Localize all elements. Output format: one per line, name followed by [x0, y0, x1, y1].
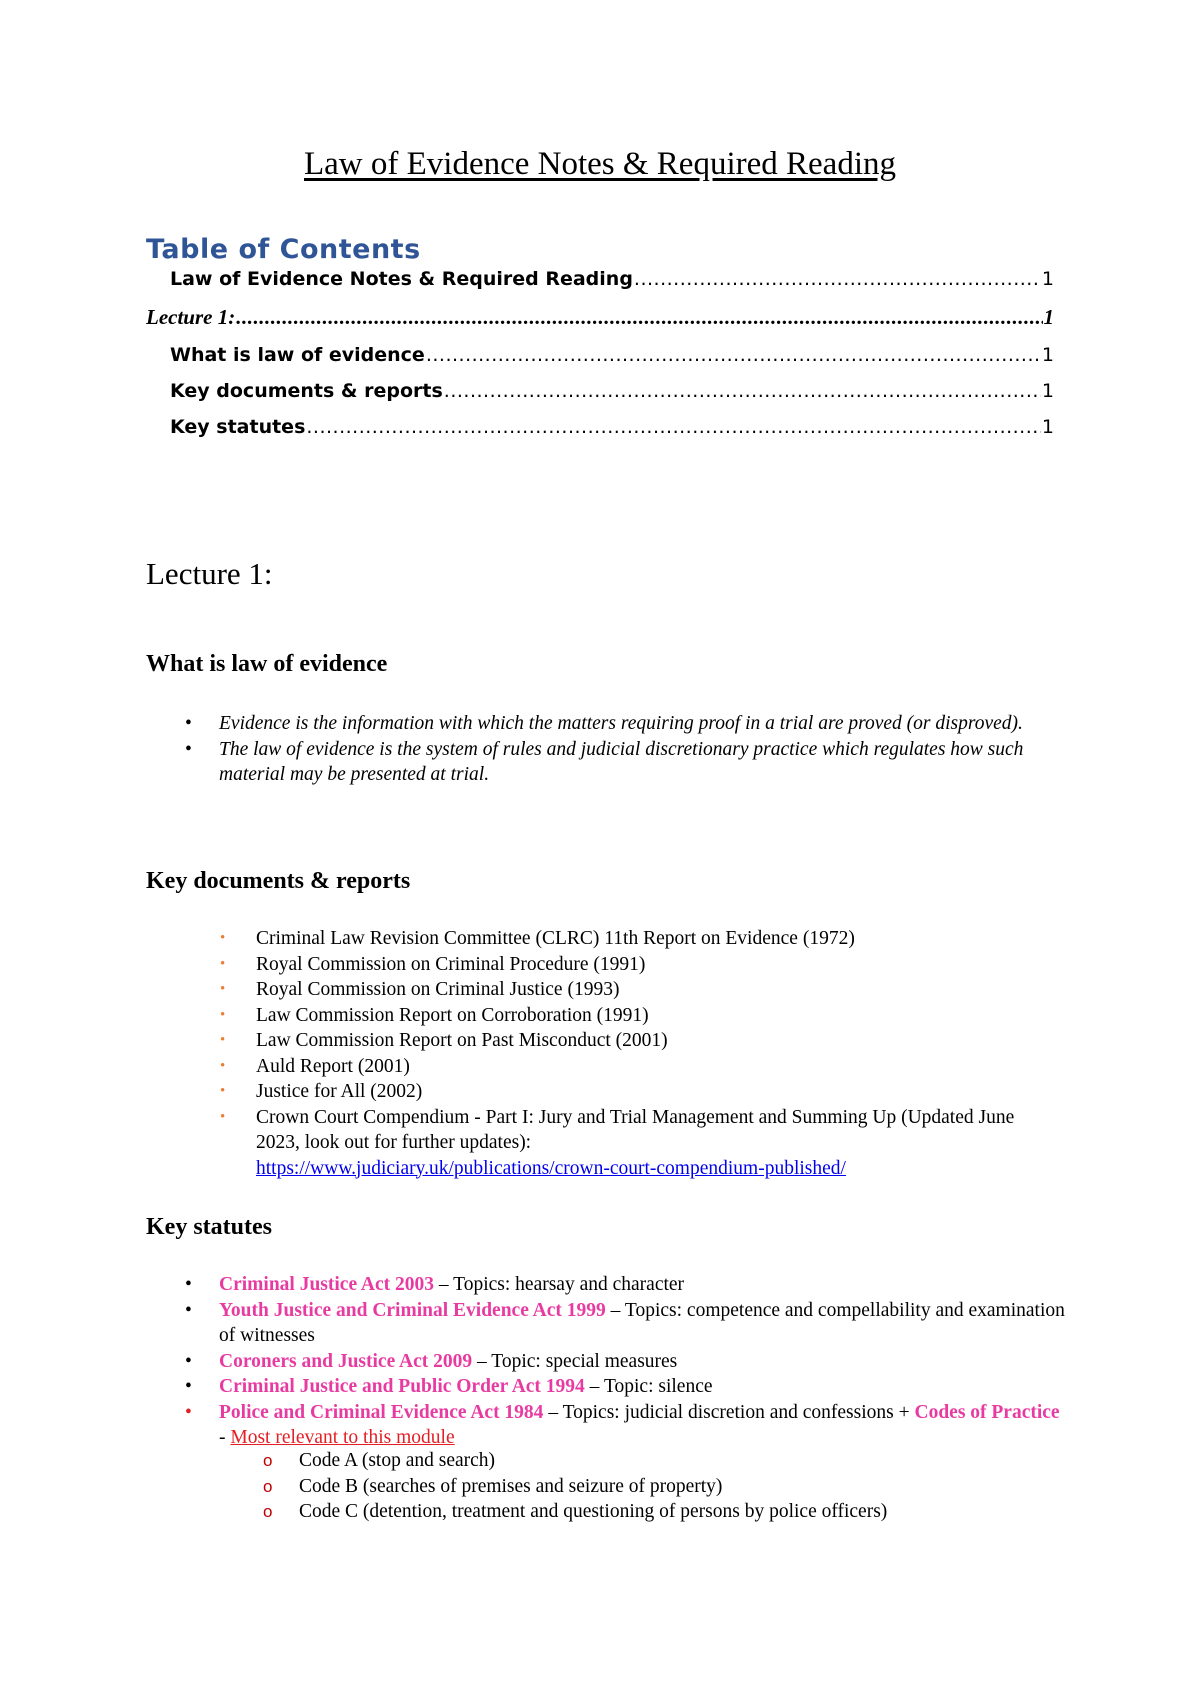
toc-entry-text: What is law of evidence [170, 344, 425, 366]
toc-page-number: 1 [1043, 305, 1054, 329]
compendium-link[interactable]: https://www.judiciary.uk/publications/crown-court-compendium-published/ [256, 1157, 846, 1179]
relevance-note: Most relevant to this module [230, 1427, 455, 1448]
bullet: • [185, 1350, 192, 1372]
list-item: • Royal Commission on Criminal Justice (1993) [256, 977, 1046, 1003]
document-title: Law of Evidence Notes & Required Reading [304, 146, 896, 182]
act-name: Police and Criminal Evidence Act 1984 [219, 1401, 544, 1423]
bullet: • [220, 981, 226, 997]
sub-bullet: o [263, 1502, 273, 1521]
act-name: Criminal Justice and Public Order Act 1994 [219, 1376, 585, 1397]
codes-of-practice: Codes of Practice [914, 1401, 1060, 1423]
toc-leader [634, 268, 1041, 290]
toc-page-number: 1 [1041, 344, 1054, 366]
toc-page-number: 1 [1041, 380, 1054, 402]
list-item: o Code A (stop and search) [299, 1448, 1069, 1474]
bullet: • [220, 1032, 226, 1048]
toc-page-number: 1 [1041, 416, 1054, 438]
toc-entry-statutes[interactable] [146, 416, 1054, 438]
toc-leader [236, 305, 1042, 330]
lecture-heading: Lecture 1: [146, 556, 273, 591]
what-is-heading: What is law of evidence [146, 651, 388, 677]
toc-leader [426, 344, 1041, 366]
list-item: • Police and Criminal Evidence Act 1984 – Topics: judicial discretion and confessions + Codes of Practice - Most relevant to this module [185, 1401, 1060, 1448]
bullet: • [185, 1376, 192, 1397]
bullet: • [220, 1057, 226, 1074]
act-name: Coroners and Justice Act 2009 [219, 1350, 473, 1372]
bullet: • [185, 1274, 192, 1295]
list-item: • Criminal Justice and Public Order Act 1994 – Topic: silence [219, 1374, 1069, 1400]
list-item: • Criminal Justice Act 2003 – Topics: hearsay and character [219, 1272, 1069, 1298]
toc-entry-title[interactable] [146, 268, 1054, 290]
list-item: o Code B (searches of premises and seizure of property) [299, 1474, 1069, 1500]
act-name: Youth Justice and Criminal Evidence Act 1999 [219, 1299, 606, 1321]
list-item: • Coroners and Justice Act 2009 – Topic: special measures [219, 1349, 1069, 1375]
bullet: • [185, 1299, 192, 1321]
bullet: • [220, 930, 226, 946]
toc-page-number: 1 [1041, 268, 1054, 290]
list-item: o Code C (detention, treatment and questioning of persons by police officers) [299, 1499, 1069, 1525]
codes-list [263, 1448, 1069, 1525]
toc-entry-text: Key statutes [170, 416, 306, 438]
bullet: • [220, 1108, 226, 1125]
toc-entry-documents[interactable] [146, 380, 1054, 402]
bullet: • [220, 1083, 226, 1099]
list-item: • Justice for All (2002) [256, 1079, 1046, 1105]
list-item: • Evidence is the information with which the matters requiring proof in a trial are proved (or disproved). [219, 711, 1069, 737]
toc-entry-text: Lecture 1: [146, 305, 236, 329]
toc-entry-text: Key documents & reports [170, 380, 443, 402]
toc-heading: Table of Contents [146, 234, 421, 265]
statutes-heading: Key statutes [146, 1214, 272, 1240]
toc-entry-lecture-1[interactable] [146, 305, 1054, 330]
list-item: • Law Commission Report on Corroboration (1991) [256, 1003, 1046, 1029]
list-item: • Law Commission Report on Past Misconduct (2001) [256, 1028, 1046, 1054]
list-item: • Youth Justice and Criminal Evidence Act 1999 – Topics: competence and compellability and examination of witnesses [185, 1299, 1065, 1346]
list-item: • The law of evidence is the system of rules and judicial discretionary practice which regulates how such material may be presented at trial. [185, 738, 1024, 785]
act-name: Criminal Justice Act 2003 [219, 1274, 435, 1295]
bullet: • [220, 1006, 226, 1023]
bullet: • [185, 1401, 192, 1423]
sub-bullet: o [263, 1451, 273, 1470]
bullet: • [185, 738, 192, 760]
toc-leader [444, 380, 1041, 402]
documents-list [220, 926, 1046, 1181]
documents-heading: Key documents & reports [146, 868, 411, 894]
toc-leader [306, 416, 1041, 438]
sub-bullet: o [263, 1476, 273, 1496]
list-item: • Auld Report (2001) [256, 1054, 1046, 1080]
list-item: • Criminal Law Revision Committee (CLRC) 11th Report on Evidence (1972) [256, 926, 1046, 952]
bullet: • [220, 955, 226, 972]
statutes-list [185, 1272, 1069, 1451]
definition-list [185, 711, 1069, 788]
list-item: • Royal Commission on Criminal Procedure (1991) [256, 952, 1046, 978]
bullet: • [185, 713, 192, 734]
toc-entry-what-is[interactable] [146, 344, 1054, 366]
list-item: • Crown Court Compendium - Part I: Jury and Trial Management and Summing Up (Updated June 2023, look out for further updates): https://www.judiciary.uk/publications/crown-court-compendium-published/ [220, 1106, 1015, 1179]
toc-entry-text: Law of Evidence Notes & Required Reading [170, 268, 633, 290]
